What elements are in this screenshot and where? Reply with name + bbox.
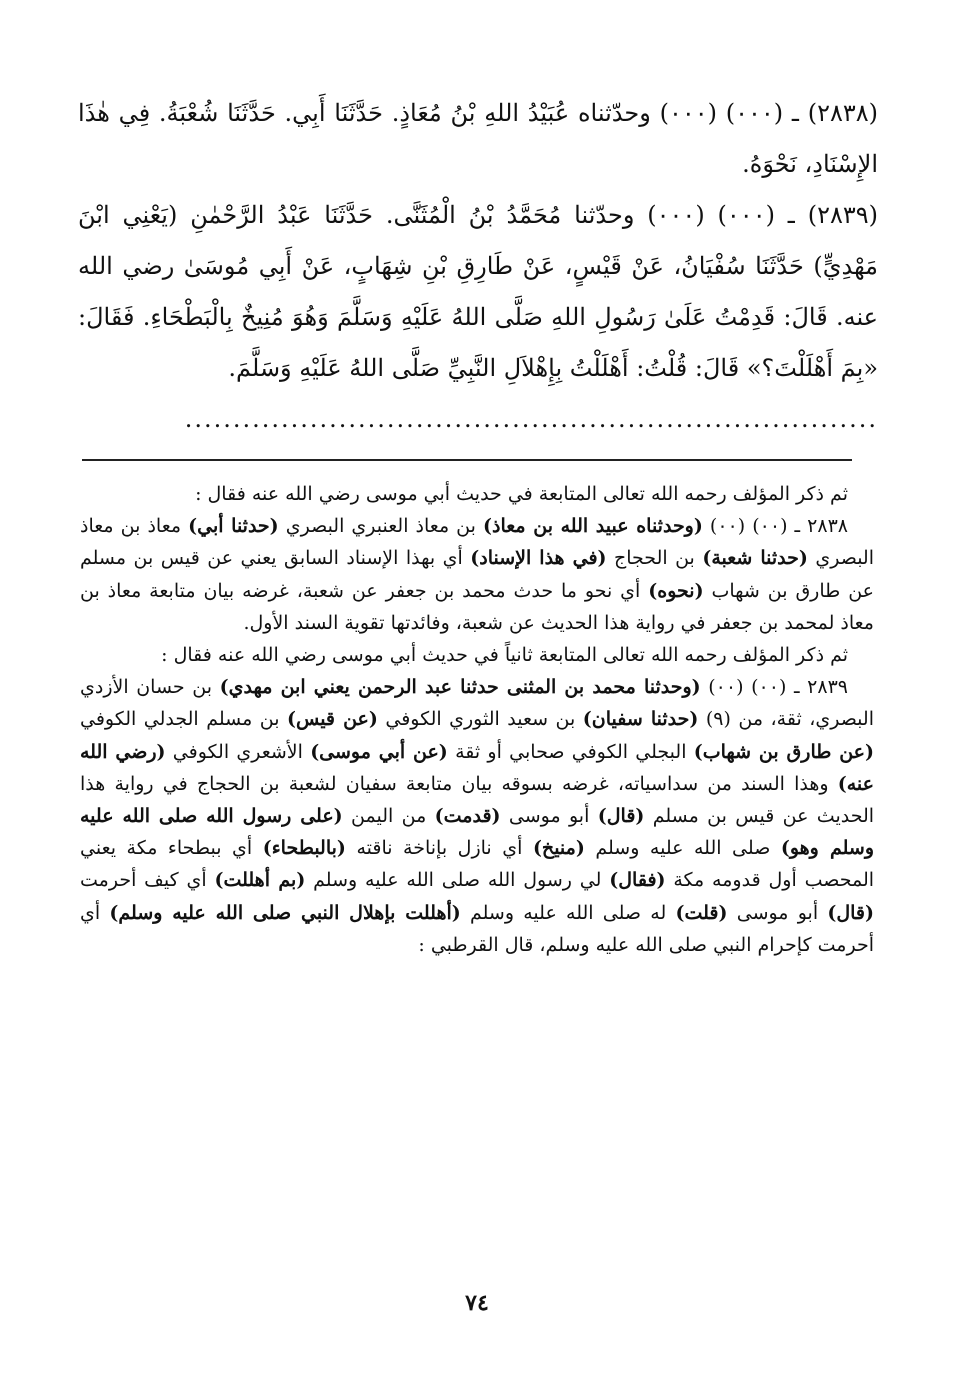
quoted-matn: (وحدثنا محمد بن المثنى حدثنا عبد الرحمن يعني ابن مهدي) xyxy=(219,676,701,699)
explanation: أي كيف أحرمت xyxy=(80,869,207,892)
page-number: ٧٤ xyxy=(465,1290,489,1316)
explanation: أبو موسى xyxy=(508,805,590,828)
commentary-2838 xyxy=(80,510,874,639)
commentary-block xyxy=(80,478,874,961)
hadith-text-block xyxy=(78,88,878,445)
quoted-matn: (حدثنا شعبة) xyxy=(702,547,808,570)
explanation: أي بهذا الإسناد السابق يعني عن قيس بن مسلم عن طارق بن شهاب xyxy=(80,547,874,602)
explanation: لي رسول الله صلى الله عليه وسلم xyxy=(313,869,602,892)
explanation: أي نحو ما حدث محمد بن جعفر عن شعبة، غرضه بيان متابعة معاذ بن معاذ لمحمد بن جعفر في رواية هذا الحديث عن شعبة، وفائدتها تقوية السند الأول. xyxy=(80,579,874,634)
commentary-intro-1: ثم ذكر المؤلف رحمه الله تعالى المتابعة في حديث أبي موسى رضي الله عنه فقال : xyxy=(195,483,848,505)
quoted-matn: (عن قيس) xyxy=(286,708,378,731)
explanation: الأشعري الكوفي xyxy=(172,740,303,763)
quoted-matn: (على رسول الله صلى الله عليه وسلم وهو) xyxy=(80,805,874,860)
explanation: بن مسلم الجدلي الكوفي xyxy=(80,708,280,731)
explanation: له صلى الله عليه وسلم xyxy=(469,901,667,924)
explanation: البجلي الكوفي صحابي أو ثقة xyxy=(455,740,687,763)
quoted-matn: (وحدثناه عبيد الله بن معاذ) xyxy=(483,515,703,538)
quoted-matn: (بالبطحاء) xyxy=(262,837,346,860)
explanation: من اليمن xyxy=(351,805,427,828)
quoted-matn: (في هذا الإسناد) xyxy=(470,547,607,570)
explanation: بن الحجاج xyxy=(613,547,695,570)
explanation: أبو موسى xyxy=(736,901,819,924)
quoted-matn: (رضي الله عنه) xyxy=(80,740,874,795)
explanation: أي نازل بإناخة ناقته xyxy=(356,837,523,860)
explanation: معاذ بن معاذ البصري xyxy=(80,515,874,570)
footnote-separator xyxy=(82,459,852,461)
explanation: بن حسان الأزدي البصري، ثقة، من (٩) xyxy=(80,676,874,731)
explanation: بن سعيد الثوري الكوفي xyxy=(385,708,576,731)
hadith-number: ٢٨٣٨ ـ (٠٠) (٠٠) xyxy=(709,515,848,538)
explanation: بن معاذ العنبري البصري xyxy=(285,515,476,538)
quoted-matn: (قلت) xyxy=(675,901,728,924)
hadith-number: ٢٨٣٩ ـ (٠٠) (٠٠) xyxy=(708,676,848,699)
explanation: أي أحرمت كإحرام النبي صلى الله عليه وسلم، قال القرطبي : xyxy=(80,901,874,956)
quoted-matn: (فقال) xyxy=(609,869,666,892)
quoted-matn: (عن طارق بن شهاب) xyxy=(693,740,874,763)
explanation: أي ببطحاء مكة يعني المحصب أول قدومه مكة xyxy=(80,837,875,892)
quoted-matn: (نحوه) xyxy=(648,579,704,602)
quoted-matn: (منيخ) xyxy=(532,837,585,860)
quoted-matn: (قال) xyxy=(597,805,645,828)
quoted-matn: (أهللت بإهلال النبي صلى الله عليه وسلم) xyxy=(109,901,461,924)
commentary-2839 xyxy=(80,671,874,961)
hadith-2838: (٢٨٣٨) ـ (٠٠٠) (٠٠٠) وحدّثناه عُبَيْدُ اللهِ بْنُ مُعَاذٍ. حَدَّثَنَا أَبِي. حَدَّثَنَا شُعْبَةُ. فِي هٰذَا الإِسْنَادِ، نَحْوَهُ. xyxy=(78,99,879,178)
hadith-2839: (٢٨٣٩) ـ (٠٠٠) (٠٠٠) وحدّثنا مُحَمَّدُ بْنُ الْمُثَنَّى. حَدَّثَنَا عَبْدُ الرَّحْمٰنِ (يَعْنِي ابْنَ مَهْدِيٍّ) حَدَّثَنَا سُفْيَانُ، عَنْ قَيْسٍ، عَنْ طَارِقِ بْنِ شِهَابٍ، عَنْ أَبِي مُوسَىٰ رضي الله عنه. قَالَ: قَدِمْتُ عَلَىٰ رَسُولِ اللهِ صَلَّى اللهُ عَلَيْهِ وَسَلَّمَ وَهُوَ مُنِيخٌ بِالْبَطْحَاءِ. فَقَالَ: «بِمَ أَهْلَلْتَ؟» قَالَ: قُلْتُ: أَهْلَلْتُ بِإِهْلاَلِ النَّبِيِّ صَلَّى اللهُ عَلَيْهِ وَسَلَّمَ. xyxy=(78,201,878,382)
explanation: صلى الله عليه وسلم xyxy=(595,837,771,860)
quoted-matn: (حدثنا أبي) xyxy=(188,515,279,538)
quoted-matn: (بم أهللت) xyxy=(214,869,306,892)
quoted-matn: (قال) xyxy=(827,901,874,924)
continuation-dots: ........................................................................ xyxy=(184,405,878,433)
explanation: وهذا السند من سداسياته، غرضه بسوقه بيان متابعة سفيان لشعبة بن الحجاج في رواية هذا الحديث عن قيس بن مسلم xyxy=(80,772,875,828)
quoted-matn: (حدثنا سفيان) xyxy=(582,708,699,731)
quoted-matn: (قدمت) xyxy=(434,805,501,828)
quoted-matn: (عن أبي موسى) xyxy=(310,740,448,763)
commentary-intro-2: ثم ذكر المؤلف رحمه الله تعالى المتابعة ثانياً في حديث أبي موسى رضي الله عنه فقال : xyxy=(161,644,848,667)
